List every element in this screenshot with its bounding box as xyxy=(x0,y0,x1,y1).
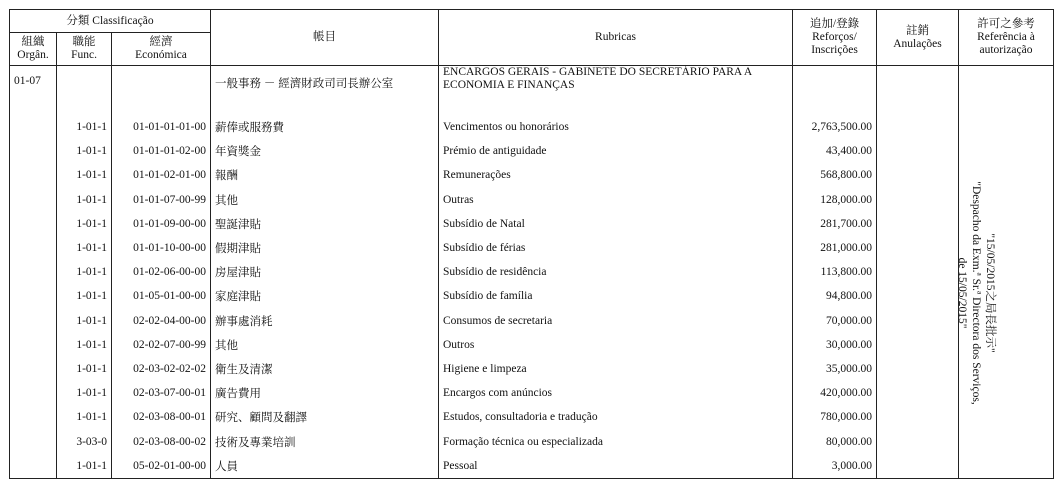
title-cell: 報酬 xyxy=(211,163,439,187)
rubrica-cell: Subsídio de família xyxy=(439,284,793,308)
econ-code: 01-02-06-00-00 xyxy=(112,260,211,284)
amount-cell: 94,800.00 xyxy=(793,284,877,308)
reference-note-line3: de 15/05/2015" xyxy=(956,257,968,329)
econ-code: 01-01-01-02-00 xyxy=(112,139,211,163)
func-code: 1-01-1 xyxy=(57,284,112,308)
titulo-header: 帳目 xyxy=(211,10,439,66)
func-code: 1-01-1 xyxy=(57,381,112,405)
amount-cell: 35,000.00 xyxy=(793,357,877,381)
title-cell: 聖誕津貼 xyxy=(211,212,439,236)
anulacao-cell xyxy=(877,381,959,405)
anulacao-cell xyxy=(877,188,959,212)
anulacao-cell xyxy=(877,284,959,308)
anulacoes-header-zh: 註銷 xyxy=(906,24,929,37)
econ-cell-empty xyxy=(112,66,211,116)
func-code: 1-01-1 xyxy=(57,236,112,260)
table-row xyxy=(10,333,1054,357)
title-cell xyxy=(211,66,439,116)
org-cell xyxy=(10,429,57,453)
anulacao-cell xyxy=(877,429,959,453)
referencia-header-zh: 許可之參考 xyxy=(977,18,1035,30)
table-row xyxy=(10,284,1054,308)
referencia-header-pt1: Referência à xyxy=(977,31,1035,43)
amount-cell: 128,000.00 xyxy=(793,188,877,212)
func-code: 1-01-1 xyxy=(57,405,112,429)
reforcos-header xyxy=(793,10,877,66)
amount-cell: 2,763,500.00 xyxy=(793,115,877,139)
table-row xyxy=(10,309,1054,333)
org-cell xyxy=(10,454,57,479)
anulacoes-header-pt: Anulações xyxy=(893,37,942,50)
org-cell xyxy=(10,284,57,308)
table-row xyxy=(10,139,1054,163)
reforcos-header-zh: 追加/登錄 xyxy=(809,18,860,30)
rubrica-cell: Consumos de secretaria xyxy=(439,309,793,333)
rubrica-cell: Subsídio de Natal xyxy=(439,212,793,236)
amount-cell: 113,800.00 xyxy=(793,260,877,284)
title-cell: 年資獎金 xyxy=(211,139,439,163)
func-code: 1-01-1 xyxy=(57,188,112,212)
rubrica-cell: Outros xyxy=(439,333,793,357)
table-row xyxy=(10,357,1054,381)
econ-code: 02-03-08-00-01 xyxy=(112,405,211,429)
table-row xyxy=(10,260,1054,284)
anulacao-cell xyxy=(877,333,959,357)
amount-cell: 281,000.00 xyxy=(793,236,877,260)
anulacao-cell xyxy=(877,357,959,381)
funcional-header xyxy=(57,33,112,66)
amount-cell: 80,000.00 xyxy=(793,429,877,453)
title-cell: 假期津貼 xyxy=(211,236,439,260)
rubrica-cell: Subsídio de férias xyxy=(439,236,793,260)
table-row-heading xyxy=(10,66,1054,116)
title-cell: 薪俸或服務費 xyxy=(211,115,439,139)
org-cell xyxy=(10,357,57,381)
func-code: 1-01-1 xyxy=(57,260,112,284)
econ-code: 02-03-07-00-01 xyxy=(112,381,211,405)
rubrica-cell: Encargos com anúncios xyxy=(439,381,793,405)
anulacao-cell xyxy=(877,260,959,284)
econ-code: 05-02-01-00-00 xyxy=(112,454,211,479)
econ-code: 02-02-04-00-00 xyxy=(112,309,211,333)
func-cell-empty xyxy=(57,66,112,116)
rubrica-cell-text: ENCARGOS GERAIS - GABINETE DO SECRETÁRIO PARA A ECONOMIA E FINANÇAS xyxy=(443,66,752,91)
anulacoes-header xyxy=(877,10,959,66)
func-code: 1-01-1 xyxy=(57,139,112,163)
title-cell: 家庭津貼 xyxy=(211,284,439,308)
title-cell: 人員 xyxy=(211,454,439,479)
referencia-cell xyxy=(959,66,1054,116)
title-cell: 辦事處消耗 xyxy=(211,309,439,333)
organica-header xyxy=(10,33,57,66)
rubrica-cell: Formação técnica ou especializada xyxy=(439,429,793,453)
table-row xyxy=(10,212,1054,236)
rubrica-cell: Subsídio de residência xyxy=(439,260,793,284)
org-cell xyxy=(10,309,57,333)
reforcos-header-pt1: Reforços/ xyxy=(812,31,857,43)
econ-code: 01-01-10-00-00 xyxy=(112,236,211,260)
organica-header-zh: 組織 xyxy=(21,36,45,48)
amount-cell: 43,400.00 xyxy=(793,139,877,163)
econ-code: 01-01-01-01-00 xyxy=(112,115,211,139)
reference-note-line2: "Despacho da Exm.ª Sr.ª Directora dos Serviços, xyxy=(970,181,982,405)
title-cell: 其他 xyxy=(211,188,439,212)
org-cell xyxy=(10,188,57,212)
title-cell: 房屋津貼 xyxy=(211,260,439,284)
title-cell: 技術及專業培訓 xyxy=(211,429,439,453)
amount-cell-empty xyxy=(793,66,877,116)
func-code: 1-01-1 xyxy=(57,357,112,381)
org-cell xyxy=(10,381,57,405)
table-row xyxy=(10,454,1054,479)
econ-code: 01-01-09-00-00 xyxy=(112,212,211,236)
amount-cell: 780,000.00 xyxy=(793,405,877,429)
rubrica-cell: Remunerações xyxy=(439,163,793,187)
econ-code: 01-05-01-00-00 xyxy=(112,284,211,308)
econ-code: 01-01-02-01-00 xyxy=(112,163,211,187)
rubrica-cell: Estudos, consultadoria e tradução xyxy=(439,405,793,429)
org-cell xyxy=(10,139,57,163)
func-code: 1-01-1 xyxy=(57,163,112,187)
amount-cell: 420,000.00 xyxy=(793,381,877,405)
anulacao-cell xyxy=(877,115,959,139)
org-cell xyxy=(10,405,57,429)
amount-cell: 3,000.00 xyxy=(793,454,877,479)
title-cell: 廣告費用 xyxy=(211,381,439,405)
anulacao-cell xyxy=(877,309,959,333)
org-cell xyxy=(10,163,57,187)
referencia-cell xyxy=(959,429,1054,453)
anulacao-cell xyxy=(877,236,959,260)
func-code: 1-01-1 xyxy=(57,212,112,236)
econ-code: 02-03-02-02-02 xyxy=(112,357,211,381)
referencia-cell xyxy=(959,115,1054,139)
referencia-header xyxy=(959,10,1054,66)
rubrica-cell: Higiene e limpeza xyxy=(439,357,793,381)
econ-code: 02-02-07-00-99 xyxy=(112,333,211,357)
rubrica-cell xyxy=(439,66,793,116)
reference-note-line1: "15/05/2015之局長批示" xyxy=(984,233,996,353)
func-code: 1-01-1 xyxy=(57,333,112,357)
table-row xyxy=(10,236,1054,260)
title-cell: 其他 xyxy=(211,333,439,357)
anulacao-cell xyxy=(877,405,959,429)
rubrica-cell: Prémio de antiguidade xyxy=(439,139,793,163)
org-cell xyxy=(10,333,57,357)
anulacao-cell xyxy=(877,163,959,187)
amount-cell: 568,800.00 xyxy=(793,163,877,187)
org-code xyxy=(10,66,57,116)
economica-header-zh: 經濟 xyxy=(149,36,173,48)
economica-header xyxy=(112,33,211,66)
func-code: 1-01-1 xyxy=(57,115,112,139)
amount-cell: 70,000.00 xyxy=(793,309,877,333)
organica-header-pt: Orgân. xyxy=(17,49,49,61)
anulacao-cell xyxy=(877,139,959,163)
table-row xyxy=(10,163,1054,187)
org-cell xyxy=(10,260,57,284)
classificacao-header: 分類 Classificação xyxy=(10,10,211,33)
org-cell xyxy=(10,212,57,236)
table-row xyxy=(10,429,1054,453)
anulacao-cell xyxy=(877,454,959,479)
econ-code: 02-03-08-00-02 xyxy=(112,429,211,453)
title-cell: 研究、顧問及翻譯 xyxy=(211,405,439,429)
table-row xyxy=(10,115,1054,139)
referencia-header-pt2: autorização xyxy=(979,44,1033,56)
amount-cell: 30,000.00 xyxy=(793,333,877,357)
anulacao-cell xyxy=(877,212,959,236)
table-row xyxy=(10,405,1054,429)
func-code: 1-01-1 xyxy=(57,454,112,479)
funcional-header-zh: 職能 xyxy=(72,36,96,48)
table-row xyxy=(10,188,1054,212)
func-code: 3-03-0 xyxy=(57,429,112,453)
rubrica-cell: Outras xyxy=(439,188,793,212)
econ-code: 01-01-07-00-99 xyxy=(112,188,211,212)
funcional-header-pt: Func. xyxy=(71,49,97,61)
referencia-cell xyxy=(959,139,1054,163)
org-cell xyxy=(10,236,57,260)
anulacao-cell-empty xyxy=(877,66,959,116)
title-cell: 衛生及清潔 xyxy=(211,357,439,381)
rubrica-cell: Pessoal xyxy=(439,454,793,479)
rubricas-header: Rubricas xyxy=(439,10,793,66)
budget-table xyxy=(9,9,1054,479)
budget-rows xyxy=(10,66,1054,479)
authorization-reference-note xyxy=(955,173,997,413)
org-cell xyxy=(10,115,57,139)
referencia-cell xyxy=(959,454,1054,479)
economica-header-pt: Económica xyxy=(135,49,187,61)
rubrica-cell: Vencimentos ou honorários xyxy=(439,115,793,139)
table-row xyxy=(10,381,1054,405)
amount-cell: 281,700.00 xyxy=(793,212,877,236)
org-code-text: 01-07 xyxy=(14,75,41,87)
func-code: 1-01-1 xyxy=(57,309,112,333)
title-cell-text: 一般事務 － 經濟財政司司長辦公室 xyxy=(215,78,394,90)
reforcos-header-pt2: Inscrições xyxy=(811,44,858,56)
